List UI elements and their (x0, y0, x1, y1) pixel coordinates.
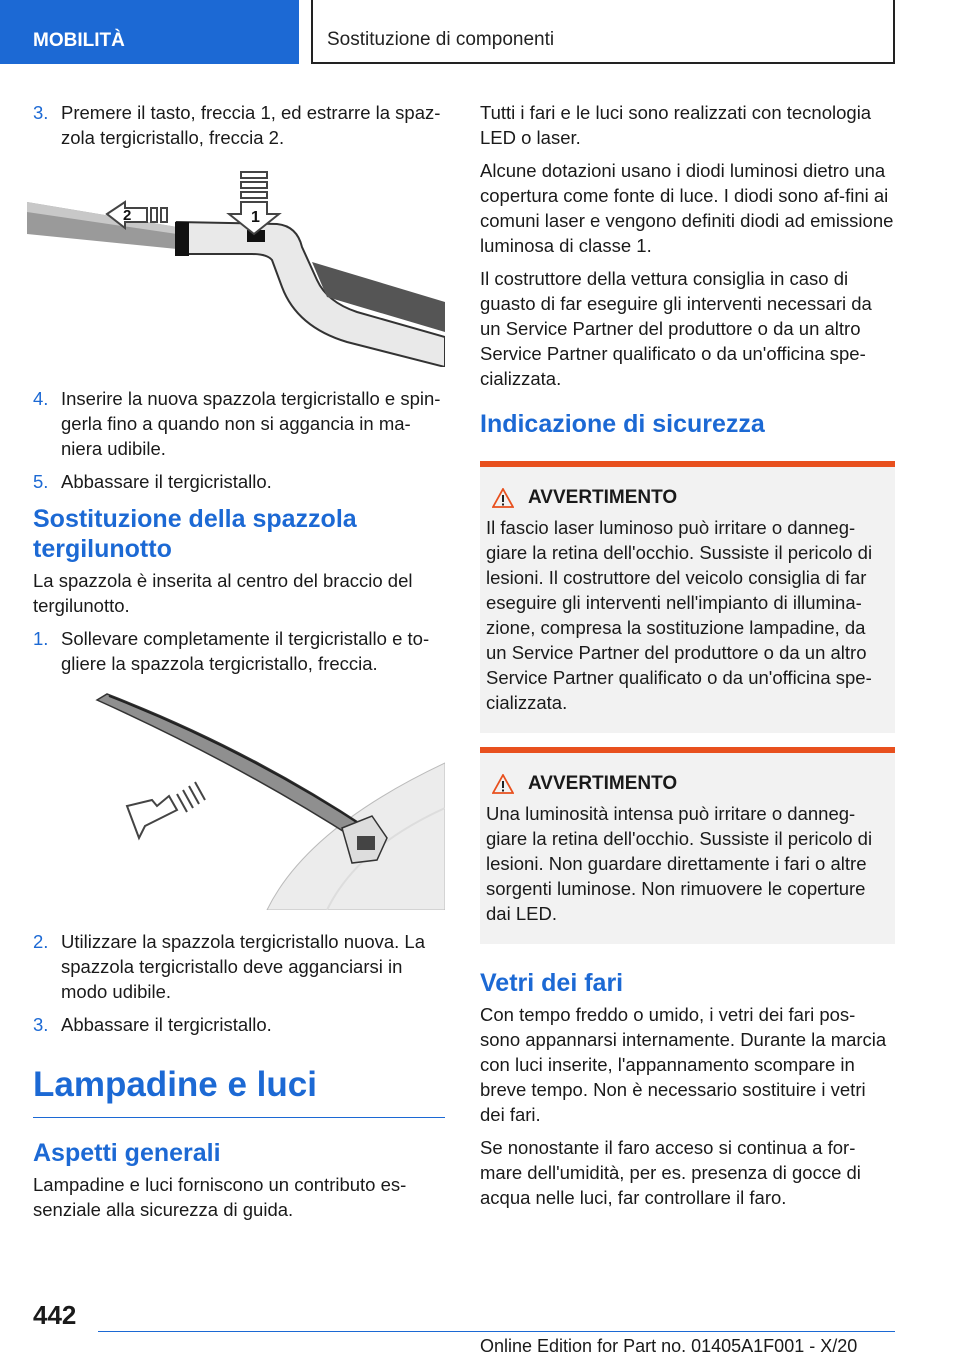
rear-wiper-figure (27, 688, 445, 915)
general-text: Lampadine e luci forniscono un contributo es‐senziale alla sicurezza di guida. (33, 1174, 407, 1220)
list-item: 5. Abbassare il tergicristallo. (33, 471, 272, 492)
arrow-2-label: 2 (123, 207, 132, 224)
list-item: 3. Premere il tasto, freccia 1, ed estrarre la spaz‐zola tergicristallo, freccia 2. (33, 102, 441, 148)
glass-text-2: Se nonostante il faro acceso si continua a for‐mare dell'umidità, per es. presenza di gocce di acqua nelle luci, far controllare il faro. (480, 1137, 861, 1208)
arrow-1-label: 1 (251, 209, 260, 226)
rear-wiper-steps-end (33, 929, 445, 1037)
chapter-label: Sostituzione di componenti (327, 29, 555, 50)
footer-divider (98, 1331, 895, 1332)
warning-triangle-icon (492, 774, 514, 794)
wiper-blade-illustration (27, 162, 445, 367)
glass-text-1: Con tempo freddo o umido, i vetri dei fari pos‐sono appannarsi internamente. Durante la marcia con luci inserite, l'appannamento scompare in breve tempo. Non è necessario sostituire i vetri dei fari. (480, 1004, 887, 1125)
front-wiper-steps-cont (33, 100, 445, 150)
rear-wiper-intro: La spazzola è inserita al centro del braccio del tergilunotto. (33, 570, 413, 616)
service-advice: Il costruttore della vettura consiglia in caso di guasto di far eseguire gli interventi necessari da un Service Partner del produttore o da un altro Service Partner qualificato o da un'officina spe‐cializzata. (480, 268, 872, 389)
list-item: 3. Abbassare il tergicristallo. (33, 1014, 272, 1035)
rear-wiper-heading: Sostituzione della spazzola tergilunotto (33, 505, 357, 563)
page-number: 442 (33, 1300, 77, 1330)
warning-box-brightness (480, 747, 895, 944)
front-wiper-figure (27, 162, 445, 372)
warning-box-laser (480, 461, 895, 733)
warning-title: AVVERTIMENTO (486, 773, 883, 795)
warning-text: Il fascio laser luminoso può irritare o danneg‐giare la retina dell'occhio. Sussiste il pericolo di lesioni. Il costruttore del veicolo consiglia di far eseguire gli interventi nell'impianto di illumina‐zione, compresa la sostituzione lampadine, da un Service Partner del produttore o da un altro Service Partner qualificato o da un'officina spe‐cializzata. (486, 517, 873, 713)
general-heading: Aspetti generali (33, 1139, 221, 1167)
section-tab (0, 0, 299, 64)
led-intro: Tutti i fari e le luci sono realizzati con tecnologia LED o laser. (480, 102, 872, 148)
warning-text: Una luminosità intensa può irritare o danneg‐giare la retina dell'occhio. Sussiste il pericolo di lesioni. Non guardare direttamente i fari o altre sorgenti luminose. Non rimuovere le coperture dai LED. (486, 803, 873, 924)
led-diodes: Alcune dotazioni usano i diodi luminosi dietro una copertura come fonte di luce. I diodi sono af‐fini ai comuni laser e vengono definiti diodi ad emissione luminosa di classe 1. (480, 160, 894, 256)
section-label: MOBILITÀ (33, 30, 125, 51)
warning-title: AVVERTIMENTO (486, 487, 883, 509)
list-item: 2. Utilizzare la spazzola tergicristallo nuova. La spazzola tergicristallo deve agganciarsi in modo udibile. (33, 931, 426, 1002)
rear-wiper-steps (33, 626, 445, 676)
glass-heading: Vetri dei fari (480, 969, 624, 997)
left-column (33, 100, 445, 1230)
chapter-header (311, 0, 895, 64)
list-item: 4. Inserire la nuova spazzola tergicristallo e spin‐gerla fino a quando non si aggancia in ma‐niera udibile. (33, 388, 441, 459)
edition-text: Online Edition for Part no. 01405A1F001 - X/20 (480, 1336, 858, 1356)
right-column (480, 100, 895, 1218)
lamps-heading: Lampadine e luci (33, 1065, 445, 1118)
list-item: 1. Sollevare completamente il tergicristallo e to‐gliere la spazzola tergicristallo, freccia. (33, 628, 430, 674)
front-wiper-steps-end (33, 386, 445, 494)
warning-triangle-icon (492, 488, 514, 508)
rear-wiper-illustration (27, 688, 445, 910)
safety-heading: Indicazione di sicurezza (480, 410, 765, 438)
